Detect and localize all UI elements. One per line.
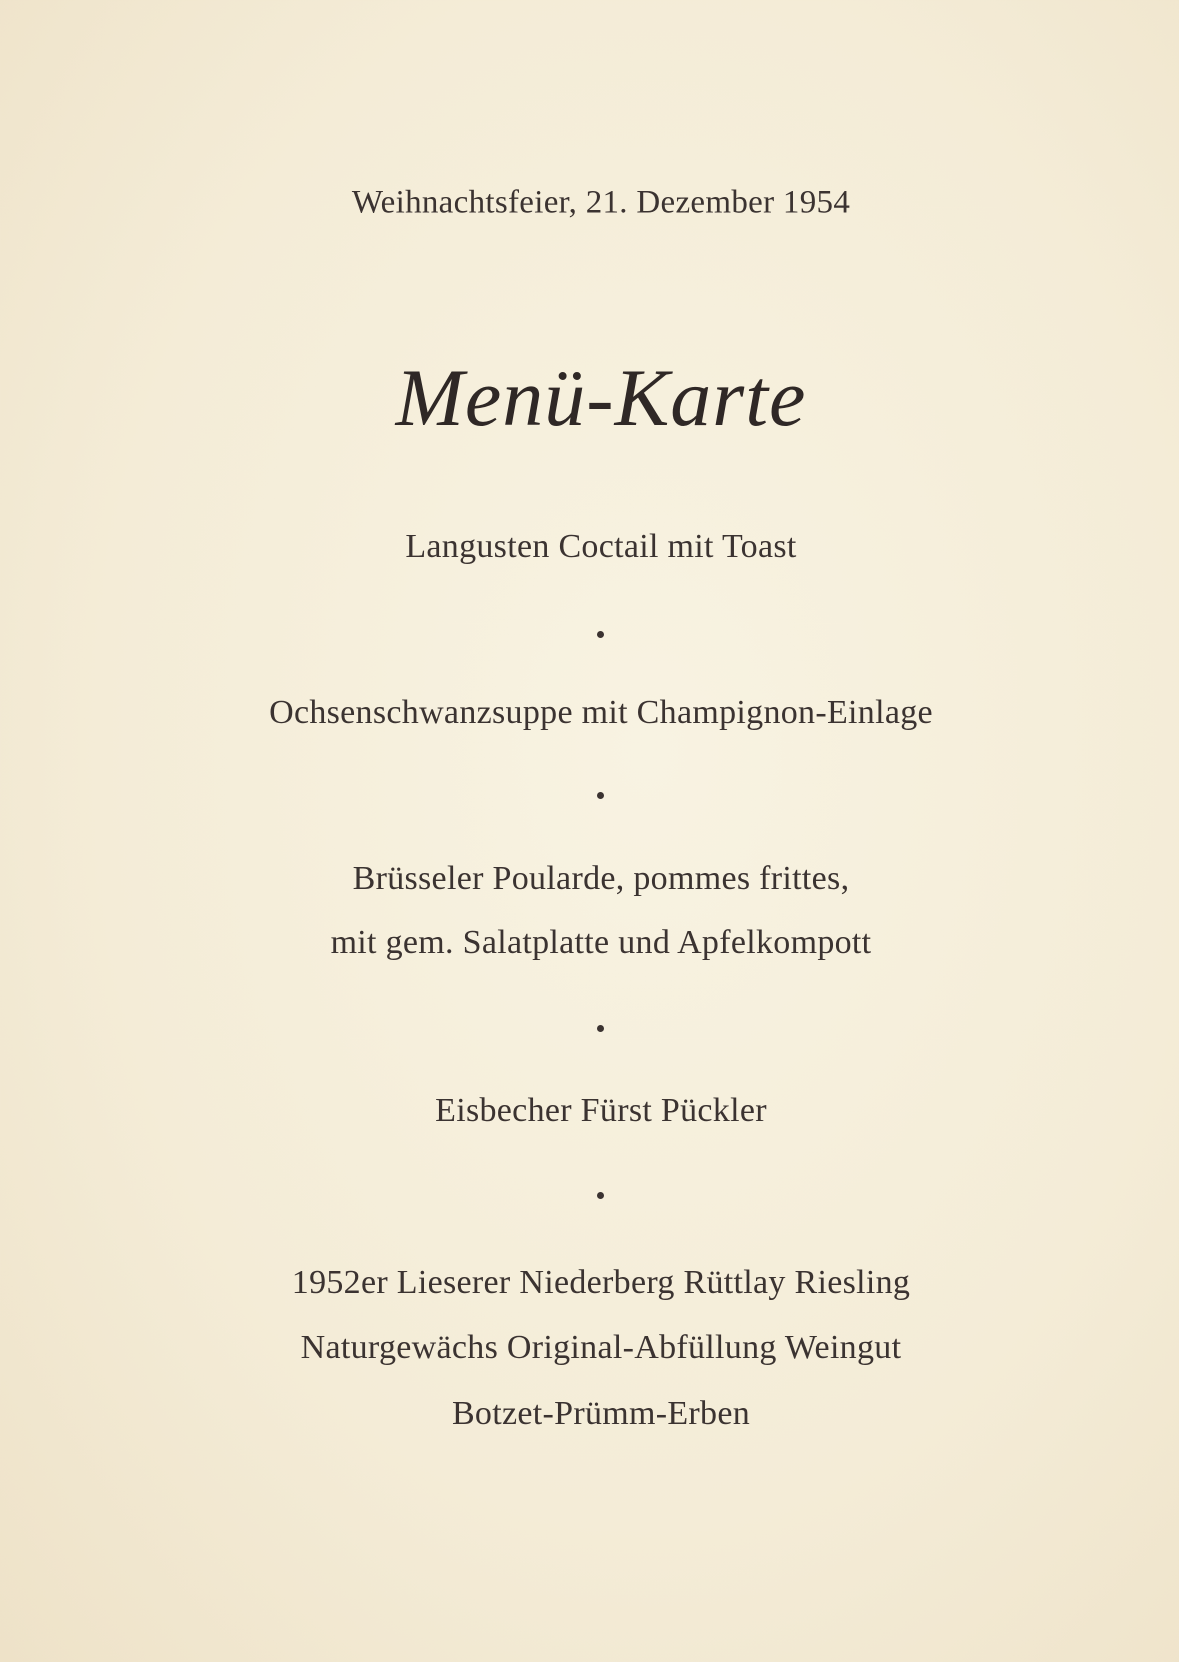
separator-dot <box>597 631 604 638</box>
event-title: Weihnachtsfeier, 21. Dezember 1954 <box>351 184 851 221</box>
separator-dot <box>597 1192 604 1199</box>
menu-heading: Menü-Karte <box>395 352 807 443</box>
wine-line-1: 1952er Lieserer Niederberg Rüttlay Riesling <box>291 1264 911 1301</box>
course-starter: Langusten Coctail mit Toast <box>405 528 797 565</box>
separator-dot <box>597 792 604 799</box>
course-soup: Ochsenschwanzsuppe mit Champignon-Einlage <box>269 694 933 731</box>
wine-line-2: Naturgewächs Original-Abfüllung Weingut <box>300 1329 902 1366</box>
course-dessert: Eisbecher Fürst Pückler <box>435 1092 767 1129</box>
course-main-line-1: Brüsseler Poularde, pommes frittes, <box>352 860 850 897</box>
separator-dot <box>597 1025 604 1032</box>
wine-line-3: Botzet-Prümm-Erben <box>451 1395 751 1432</box>
course-main-line-2: mit gem. Salatplatte und Apfelkompott <box>330 924 872 961</box>
